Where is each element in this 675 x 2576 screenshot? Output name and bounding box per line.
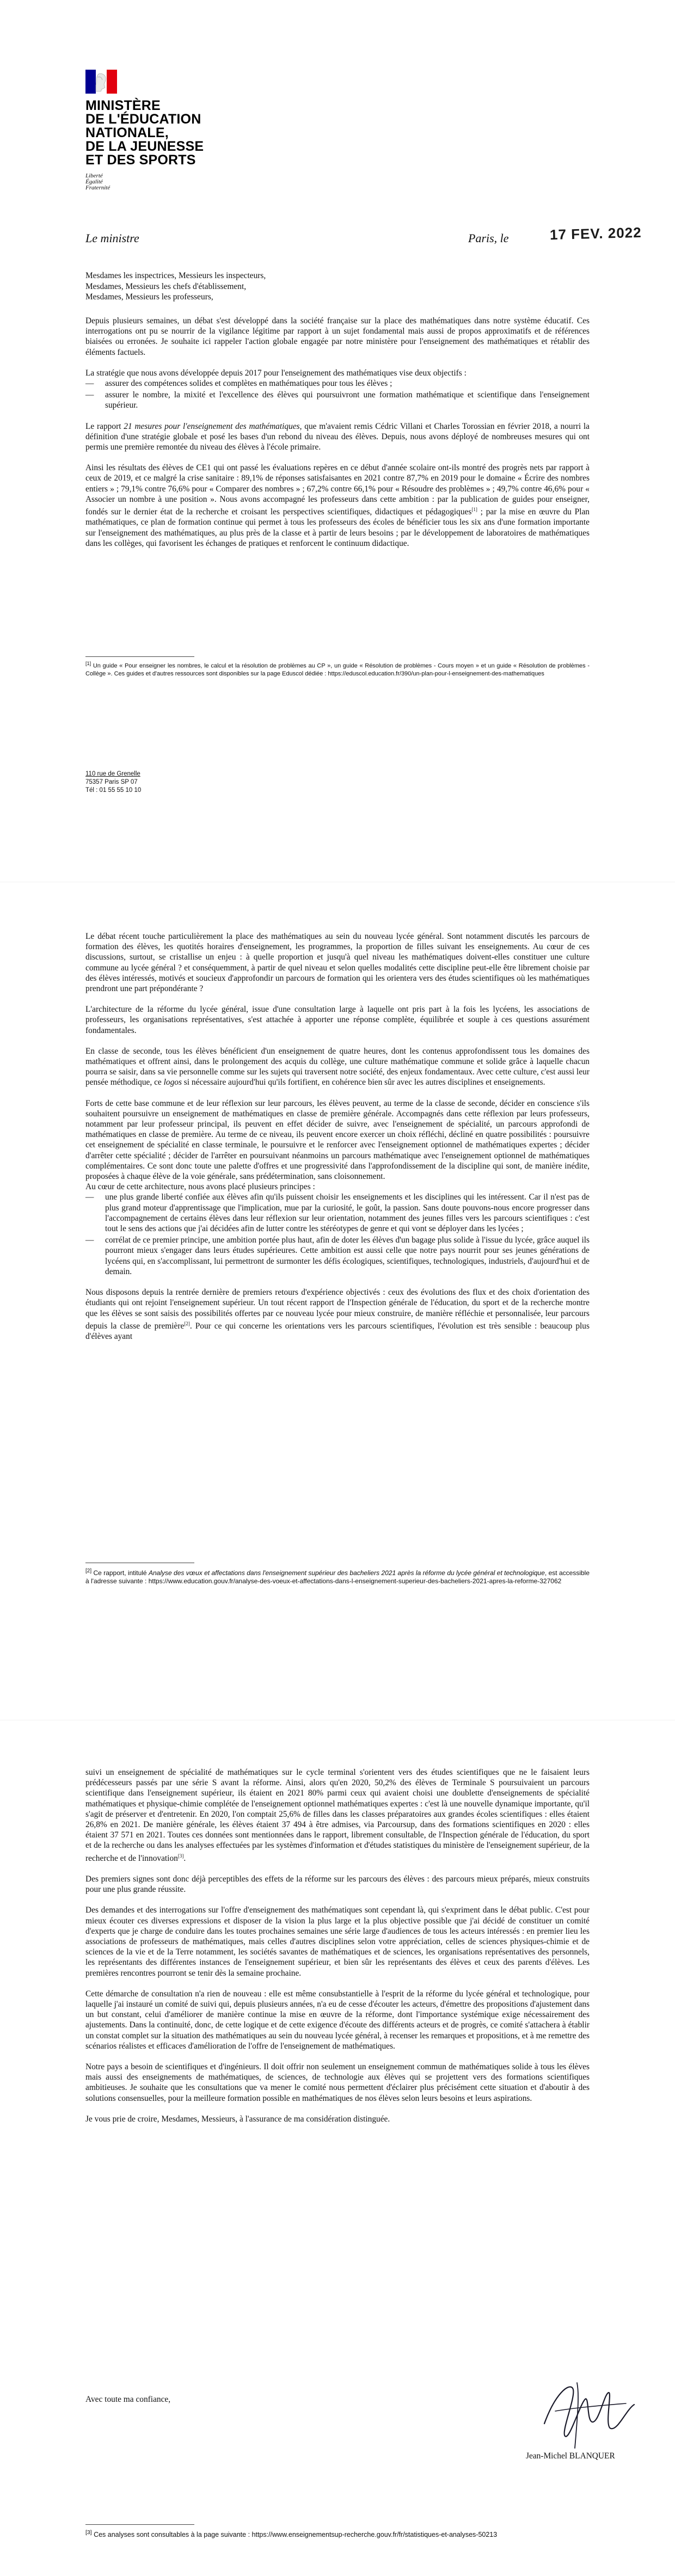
- footnote-number: [1]: [85, 661, 91, 666]
- paragraph: Au cœur de cette architecture, nous avons placé plusieurs principes :: [85, 1182, 315, 1192]
- objectives-list: [85, 378, 590, 411]
- letter-page-2: [0, 882, 675, 1720]
- report-title: Analyse des vœux et affectations dans l'enseignement supérieur des bacheliers 2021 après la réforme du lycée général et technologique: [148, 1569, 545, 1577]
- marianne-logo-icon: [85, 70, 117, 94]
- text-run: Ainsi les résultats des élèves de CE1 qui ont passé les évaluations repères en ce début d'année scolaire ont-ils montré des progrès nets par rapport à ceux de 2019, et ce malgré la crise sanitaire : 89,1% de réponses satisfaisantes en 2021 contre 87,7% en 2019 pour le domaine « Écrire des nombres entiers » ; 79,1% contre 76,6% pour « Comparer des nombres » ; 67,2% contre 66,1% pour « Résoudre des problèmes » ; 49,7% contre 46,6% pour « Associer un nombre à une position ». Nous avons accompagné les professeurs dans cette ambition : par la publication de guides pour enseigner, fondés sur le dernier état de la recherche et croisant les perspectives scientifiques, didactiques et pédagogiques: [85, 463, 590, 517]
- footnote-2: [85, 1567, 590, 1585]
- letter-page-1: [0, 0, 675, 882]
- list-item: — corrélat de ce premier principe, une ambition portée plus haut, afin de doter les élèves d'un bagage plus solide à l'issue du lycée, grâce auquel ils pourront mieux s'engager dans leurs études supérieures. Cette ambition est aussi celle que notre pays nourrit pour ses jeunes générations de lycéens qui, en s'accomplissant, lui permettront de surmonter les défis écologiques, scientifiques, technologiques, industriels, d'aujourd'hui et de demain.: [85, 1235, 590, 1277]
- text-run: , que m'avaient remis Cédric Villani et Charles Torossian en février 2018, a nourri la définition d'une stratégie globale et posé les bases d'un rebond du niveau des élèves. Depuis, nous avons déployé de nombreuses mesures qui ont permis une première remontée du niveau des élèves à l'école primaire.: [85, 421, 590, 452]
- text-run: En classe de seconde, tous les élèves bénéficient d'un enseignement de quatre heures, dont les contenus approfondissent tous les domaines des mathématiques et offrent ainsi, dans le prolongement des acquis du collège, une culture mathématique commune et solide grâce à laquelle chacun pourra se saisir, dans sa vie personnelle comme sur les sujets qui traversent notre société, des enjeux fondamentaux. Avec cette culture, c'est aussi leur pensée méthodique, ce: [85, 1046, 590, 1087]
- report-title: 21 mesures pour l'enseignement des mathématiques: [124, 421, 300, 431]
- footnote-text: Un guide « Pour enseigner les nombres, le calcul et la résolution de problèmes au CP », un guide « Résolution de problèmes - Cours moyen » et un guide « Résolution de problèmes - Collège ». Ces guides et d'autres ressources sont disponibles sur la page Eduscol dédiée : https://eduscol.education.fr/390/un-plan-pour-l-enseignement-des-mathematiques: [85, 662, 590, 677]
- text-run: Ce rapport, intitulé: [93, 1569, 149, 1577]
- list-item: — assurer des compétences solides et complètes en mathématiques pour tous les élèves ;: [85, 378, 590, 389]
- motto-line: Liberté: [85, 173, 103, 179]
- emphasis: logos: [163, 1078, 182, 1087]
- footnote-number: [2]: [85, 1568, 92, 1574]
- paragraph: Le débat récent touche particulièrement la place des mathématiques au sein du nouveau lycée général. Sont notamment discutés les parcours de formation des élèves, les quotités horaires d'enseignement, les programmes, la proportion de filles suivant les enseignements. Au cœur de ces discussions, surtout, se cristallise un enjeu : à quelle proportion et jusqu'à quel niveau les mathématiques doivent-elles constituer une culture commune au lycée général ? et conséquemment, à partir de quel niveau et selon quelles modalités cette discipline peut-elle être librement choisie par des élèves intéressés, motivés et soucieux d'approfondir un parcours de formation qui les orientera vers des études scientifiques où les mathématiques prendront une part prépondérante ?: [85, 932, 590, 994]
- footnote-separator: [85, 656, 194, 657]
- signature-icon: [523, 2372, 648, 2454]
- page-2-body: [85, 931, 590, 1352]
- date-stamp: 17 FEV. 2022: [549, 224, 642, 243]
- paragraph: Depuis plusieurs semaines, un débat s'est développé dans la société française sur la place des mathématiques dans notre système éducatif. Ces interrogations ont pu se nourrir de la vigilance légitime par rapport à un sujet fondamental mais aussi de propos approximatifs et de références biaisées ou erronées. Je souhaite ici rappeler l'action globale engagée par notre ministère pour l'enseignement des mathématiques et rétablir des éléments factuels.: [85, 316, 590, 357]
- footnote-3: [85, 2529, 590, 2539]
- footnote-ref: [1]: [471, 507, 477, 513]
- principles-list: [85, 1192, 590, 1277]
- paragraph: L'architecture de la réforme du lycée général, issue d'une consultation large à laquelle ont pris part à la fois les lycéens, les associations de professeurs, les organisations représentatives, s'est attachée à apporter une réponse complète, équilibrée et souple à ces questions assurément fondamentales.: [85, 1005, 590, 1035]
- paragraph: Forts de cette base commune et de leur réflexion sur leur parcours, les élèves peuvent, au terme de la classe de seconde, décider en conscience s'ils souhaitent poursuivre un enseignement de mathématiques en classe de première générale. Accompagnés dans cette réflexion par leurs professeurs, notamment par leur professeur principal, ils peuvent en effet décider de suivre, avec l'enseignement de spécialité, un parcours approfondi de mathématiques en classe de première. Au terme de ce niveau, ils peuvent encore exercer un choix réfléchi, décliné en quatre possibilités : poursuivre cet enseignement de spécialité en classe terminale, le poursuivre et le renforcer avec l'enseignement optionnel de mathématiques expertes ; décider d'arrêter cette spécialité ; décider de l'arrêter en poursuivant néanmoins un parcours mathématique avec l'enseignement optionnel de mathématiques complémentaires. Ce sont donc toute une palette d'offres et une progressivité dans l'approfondissement de la discipline qui sont, de manière inédite, proposées à chaque élève de la voie générale, sans prédétermination, sans cloisonnement.: [85, 1098, 590, 1182]
- motto-line: Égalité: [85, 179, 103, 185]
- footnote-1: [85, 660, 590, 678]
- motto-line: Fraternité: [85, 185, 111, 191]
- paragraph: Des premiers signes sont donc déjà perceptibles des effets de la réforme sur les parcours des élèves : des parcours mieux préparés, mieux construits pour une plus grande réussite.: [85, 1874, 590, 1895]
- footnote-number: [3]: [85, 2530, 92, 2536]
- text-run: .: [183, 1853, 186, 1863]
- text-run: suivi un enseignement de spécialité de mathématiques sur le cycle terminal s'orientent vers des études scientifiques que ne le faisaient leurs prédécesseurs passés par une série S avant la réforme. Ainsi, alors qu'en 2020, 50,2% des élèves de Terminale S poursuivaient un parcours scientifique dans l'enseignement supérieur, ils étaient en 2021 80% parmi ceux qui avaient choisi une doublette d'enseignements de spécialité mathématiques et physique-chimie complétée de l'enseignement optionnel mathématiques expertes : c'est là une nouvelle dynamique importante, qu'il s'agit de préserver et d'entretenir. En 2020, l'on comptait 25,6% de filles dans les classes préparatoires aux grandes écoles scientifiques : elles étaient 26,8% en 2021. De manière générale, les élèves étaient 37 494 à être admises, via Parcoursup, dans des formations scientifiques en 2020 : elles étaient 37 571 en 2021. Toutes ces données sont mentionnées dans le rapport, librement consultable, de l'Inspection générale de l'éducation, du sport et de la recherche ou dans les analyses effectuées par les systèmes d'information et d'études statistiques du ministère de l'enseignement supérieur, de la recherche et de l'innovation: [85, 1768, 590, 1863]
- paragraph: [85, 1046, 590, 1088]
- paragraph: Notre pays a besoin de scientifiques et d'ingénieurs. Il doit offrir non seulement un enseignement commun de mathématiques solide à tous les élèves mais aussi des enseignements de mathématiques, de sciences, de technologie aux élèves qui se projettent vers des formations scientifiques ambitieuses. Je souhaite que les consultations que va mener le comité nous permettent d'éclairer plus précisément cette situation et d'aboutir à des solutions consensuelles, pour la meilleure formation possible en mathématiques de nos élèves selon leurs besoins et leurs aspirations.: [85, 2062, 590, 2103]
- page-3-body: [85, 1767, 590, 2135]
- ministry-name: [85, 99, 249, 167]
- addressee-line: Mesdames, Messieurs les chefs d'établissement,: [85, 281, 247, 291]
- paragraph: Je vous prie de croire, Mesdames, Messieurs, à l'assurance de ma considération distinguée.: [85, 2114, 390, 2124]
- postal-address: [85, 770, 141, 795]
- addressee-line: Mesdames, Messieurs les professeurs,: [85, 292, 213, 302]
- sender-title: Le ministre: [85, 231, 139, 245]
- text-run: si nécessaire aujourd'hui qu'ils fortifient, en cohérence bien sûr avec les autres disciplines et enseignements.: [181, 1078, 545, 1087]
- republic-motto: [85, 173, 110, 191]
- page-1-body: [85, 316, 590, 559]
- addressee-line: Mesdames les inspectrices, Messieurs les inspecteurs,: [85, 271, 266, 280]
- address-line: 75357 Paris SP 07: [85, 779, 138, 785]
- text-run: . Pour ce qui concerne les orientations vers les parcours scientifiques, l'évolution est très sensible : beaucoup plus d'élèves ayant: [85, 1321, 590, 1342]
- footnote-ref: [2]: [184, 1320, 190, 1326]
- ministry-line: DE L'ÉDUCATION: [85, 112, 201, 127]
- paragraph: Cette démarche de consultation n'a rien de nouveau : elle est même consubstantielle à l'esprit de la réforme du lycée général et technologique, pour laquelle j'ai instauré un comité de suivi qui, depuis plusieurs années, n'a eu de cesse d'écouter les acteurs, d'émettre des propositions d'ajustement dans un but constant, celui d'améliorer de manière continue la mise en œuvre de la réforme, dont l'importance systémique exige nécessairement des ajustements. Dans la continuité, donc, de cette logique et de cette exigence d'écoute des différents acteurs et de progrès, ce comité s'attachera à établir un constat complet sur la situation des mathématiques au sein du nouveau lycée général, à recenser les remarques et propositions, et à me remettre des scénarios réalistes et efficaces d'amélioration de l'offre de l'enseignement de mathématiques.: [85, 1989, 590, 2051]
- paragraph: [85, 463, 590, 549]
- paragraph: Des demandes et des interrogations sur l'offre d'enseignement des mathématiques sont cependant là, qui s'expriment dans le débat public. C'est pour mieux écouter ces diverses expressions et disposer de la vision la plus large et la plus objective possible que j'ai décidé de constituer un comité d'experts que je charge de conduire dans les toutes prochaines semaines une série large d'audiences de tous les acteurs intéressés : en premier lieu les associations de professeurs de mathématiques, mais celles d'autres disciplines selon votre appréciation, celles de sciences physiques-chimie et de sciences de la vie et de la Terre notamment, les sociétés savantes de mathématiques et de sciences, les organisations représentatives des personnels, les représentants des différentes instances de l'enseignement supérieur, et bien sûr les représentants des élèves et ceux des parents d'élèves. Les premières rencontres pourront se tenir dès la semaine prochaine.: [85, 1905, 590, 1978]
- place-label: Paris, le: [468, 231, 509, 245]
- signatory-name: Jean-Michel BLANQUER: [526, 2451, 615, 2461]
- paragraph: La stratégie que nous avons développée depuis 2017 pour l'enseignement des mathématiques vise deux objectifs :: [85, 368, 467, 378]
- footnote-text: Ces analyses sont consultables à la page suivante : https://www.enseignementsup-recherche.gouv.fr/fr/statistiques-et-analyses-50213: [94, 2531, 498, 2539]
- closing-line: Avec toute ma confiance,: [85, 2395, 171, 2404]
- ministry-line: MINISTÈRE: [85, 98, 161, 113]
- paragraph: [85, 421, 590, 453]
- ministry-line: NATIONALE,: [85, 125, 169, 140]
- paragraph: [85, 1767, 590, 1864]
- address-line: Tél : 01 55 55 10 10: [85, 787, 142, 794]
- text-run: Le rapport: [85, 421, 124, 431]
- text-run: , est accessible à l'adresse suivante : https://www.education.gouv.fr/analyse-des-voeux-et-affectations-dans-l-enseignement-superieur-des-bacheliers-2021-apres-la-reforme-327062: [85, 1569, 590, 1585]
- ministry-line: ET DES SPORTS: [85, 152, 196, 168]
- footnote-separator: [85, 2524, 194, 2525]
- footnote-ref: [3]: [177, 1853, 184, 1859]
- list-item: — assurer le nombre, la mixité et l'excellence des élèves qui poursuivront une formation mathématique et scientifique dans l'enseignement supérieur.: [85, 390, 590, 410]
- paragraph: [85, 1287, 590, 1342]
- addressees: [85, 270, 590, 303]
- text-run: ; par la mise en œuvre du Plan mathématiques, ce plan de formation continue qui permet à tous les professeurs des écoles de bénéficier tous les six ans d'une formation importante sur l'enseignement des mathématiques, au plus près de la classe et à partir de leurs besoins ; par le développement de laboratoires de mathématiques dans les collèges, qui favorisent les échanges de pratiques et renforcent le continuum didactique.: [85, 507, 590, 548]
- address-line: 110 rue de Grenelle: [85, 771, 140, 777]
- ministry-line: DE LA JEUNESSE: [85, 139, 204, 154]
- text-run: Nous disposons depuis la rentrée dernière de premiers retours d'expérience objectivés : ceux des évolutions des flux et des choix d'orientation des étudiants qui ont rejoint l'enseignement supérieur. Un tout récent rapport de l'Inspection générale de l'éducation, du sport et de la recherche montre que les élèves se sont saisis des possibilités offertes par ce nouveau lycée pour mieux construire, de manière réfléchie et personnalisée, leur parcours depuis la classe de première: [85, 1288, 590, 1331]
- list-item: — une plus grande liberté confiée aux élèves afin qu'ils puissent choisir les enseignements et les disciplines qui les intéressent. Car il n'est pas de plus grand moteur d'apprentissage que l'implication, mue par la curiosité, le goût, la passion. Sans doute pouvons-nous encore progresser dans l'accompagnement de certains élèves dans leur réflexion sur leur orientation, notamment des jeunes filles vers les parcours scientifiques : c'est tout le sens des actions que j'ai décidées afin de lutter contre les stéréotypes de genre et qui vont se déployer dans les lycées ;: [85, 1192, 590, 1234]
